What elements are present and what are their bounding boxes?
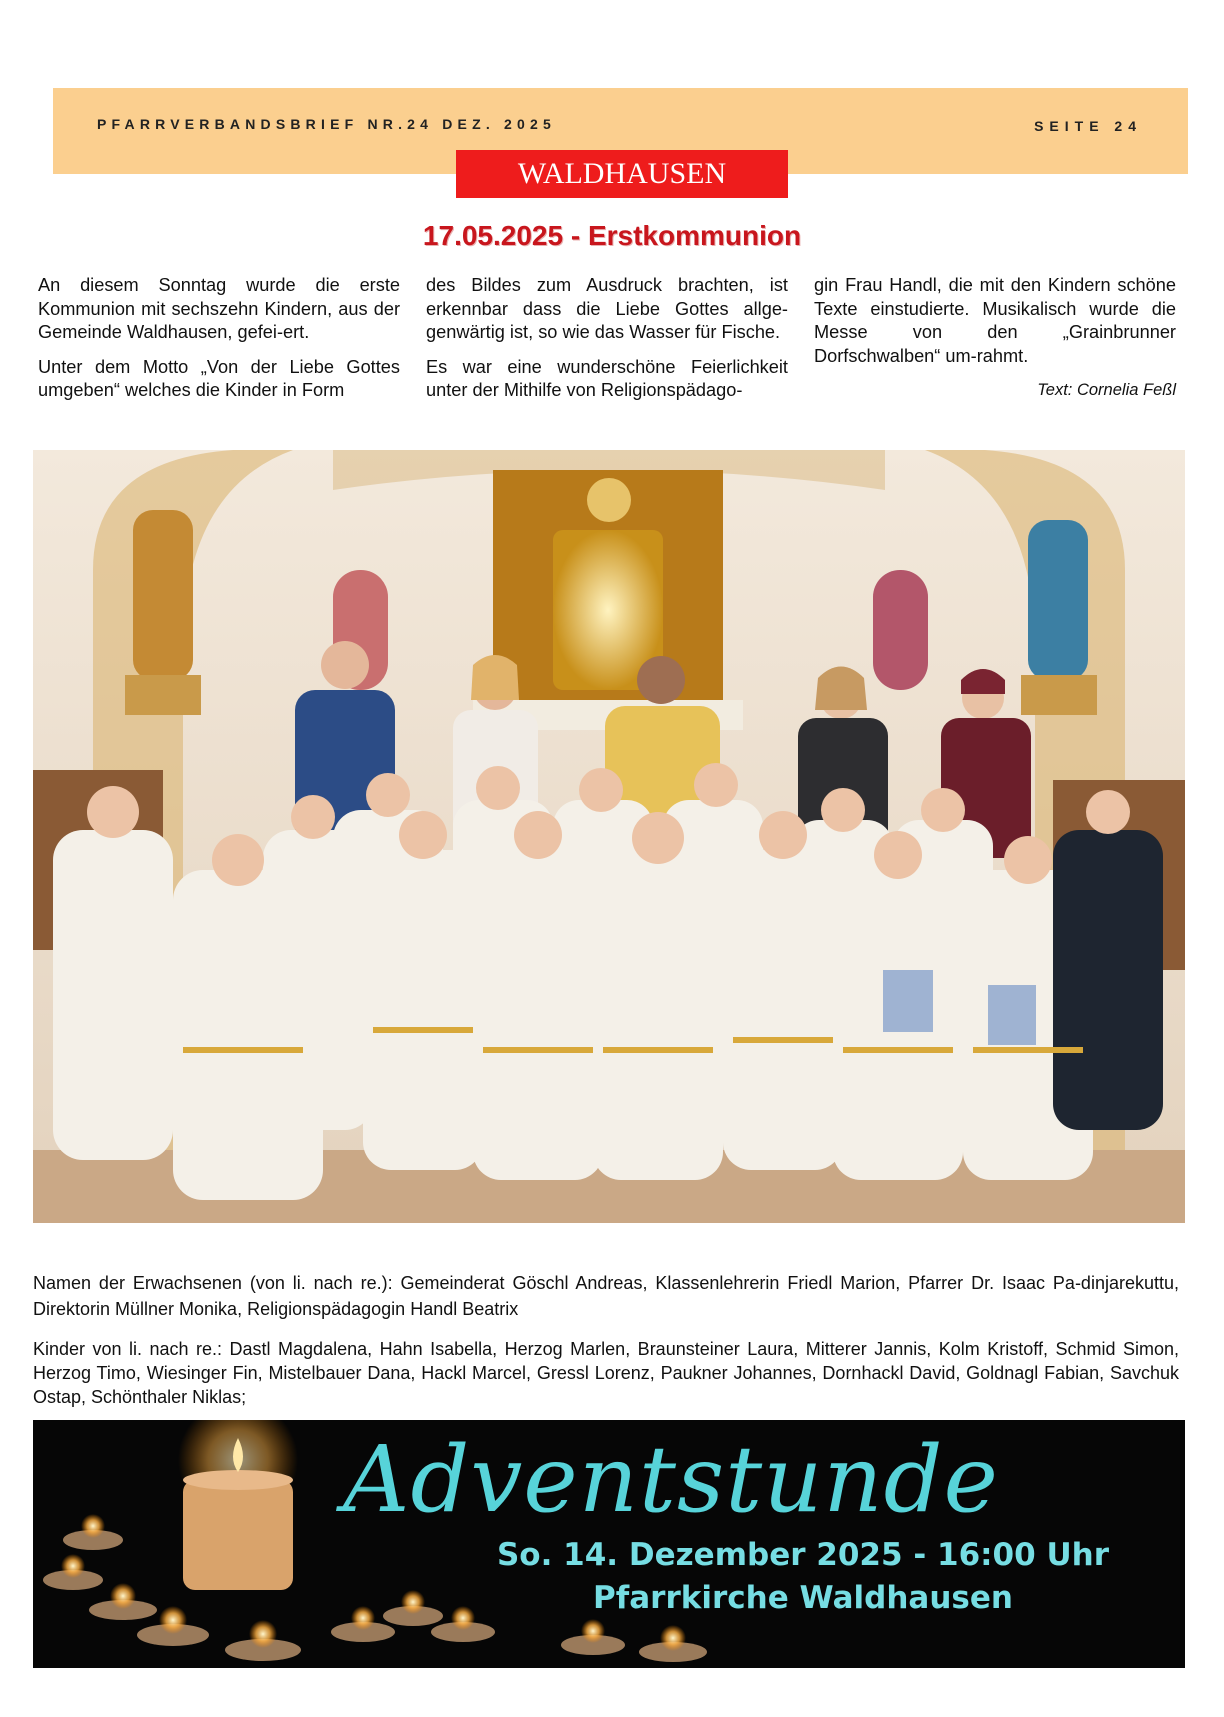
event-date: So. 14. Dezember 2025 - 16:00 Uhr — [496, 1537, 1110, 1573]
article-title: 17.05.2025 - Erstkommunion — [422, 220, 802, 251]
text-column-1 — [38, 274, 400, 414]
children-caption: Kinder von li. nach re.: Dastl Magdalena, Hahn Isabella, Herzog Marlen, Braunsteiner Laura, Mitterer Jannis, Kolm Kristoff, Schmid Simon, Herzog Timo, Wiesinger Fin, Mistelbauer Dana, Hackl Marcel, Gressl Lorenz, Paukner Johannes, Dornhackl David, Goldnagl Fabian, Savchuk Ostap, Schönthaler Niklas; — [33, 1339, 1179, 1407]
text-column-3 — [814, 274, 1176, 414]
paragraph: Es war eine wunderschöne Feierlichkeit unter der Mithilfe von Religionspädago- — [426, 356, 788, 400]
text-column-2 — [426, 274, 788, 414]
group-photo — [33, 450, 1185, 1223]
newsletter-title: PFARRVERBANDSBRIEF NR.24 DEZ. 2025 — [97, 116, 556, 132]
banner-title: Adventstunde — [343, 1426, 999, 1533]
event-location: Pfarrkirche Waldhausen — [593, 1580, 1013, 1616]
paragraph: gin Frau Handl, die mit den Kindern schöne Texte einstudierte. Musikalisch wurde die Messe von den „Grainbrunner Dorfschwalben“ um-rahmt. — [814, 275, 1176, 366]
advent-banner — [33, 1420, 1185, 1668]
text-credit: Text: Cornelia Feßl — [1037, 381, 1176, 399]
paragraph: Unter dem Motto „Von der Liebe Gottes umgeben“ welches die Kinder in Form — [38, 356, 400, 400]
paragraph: des Bildes zum Ausdruck brachten, ist erkennbar dass die Liebe Gottes allge-genwärtig ist, so wie das Wasser für Fische. — [426, 275, 788, 342]
adults-caption: Namen der Erwachsenen (von li. nach re.): Gemeinderat Göschl Andreas, Klassenlehrerin Friedl Marion, Pfarrer Dr. Isaac Pa-dinjarekuttu, Direktorin Müllner Monika, Religionspädagogin Handl Beatrix — [33, 1273, 1179, 1319]
section-label: WALDHAUSEN — [456, 150, 788, 198]
paragraph: An diesem Sonntag wurde die erste Kommunion mit sechszehn Kindern, aus der Gemeinde Waldhausen, gefei-ert. — [38, 275, 400, 342]
page-number: SEITE 24 — [1034, 118, 1142, 134]
